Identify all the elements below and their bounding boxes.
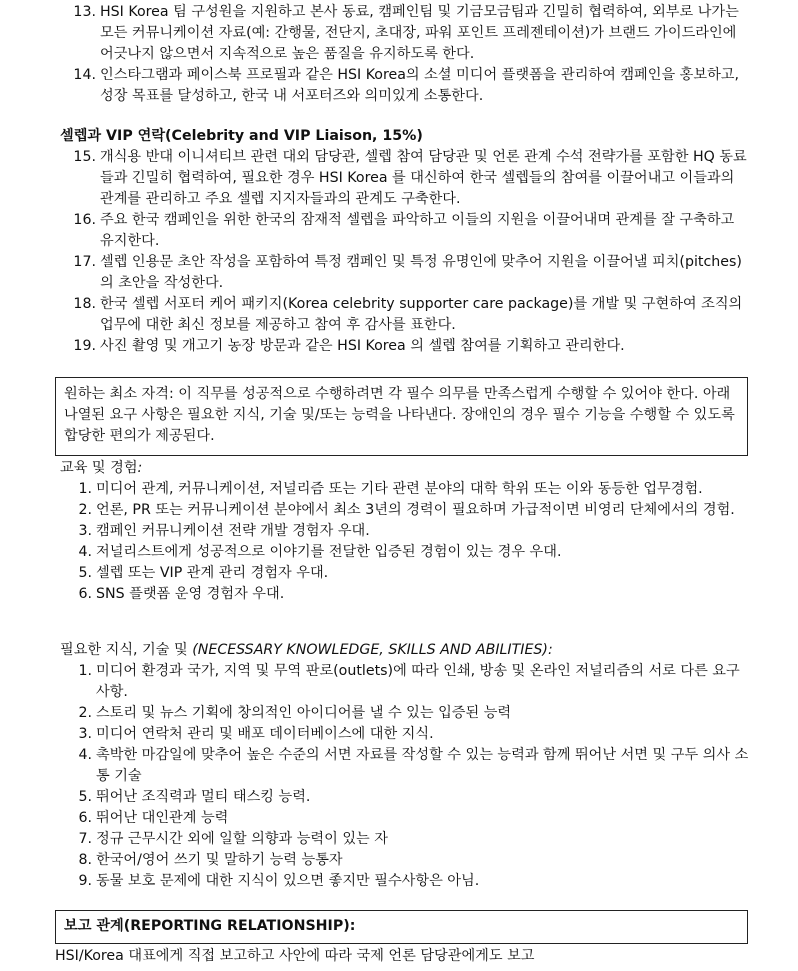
item-number: 2. bbox=[78, 705, 92, 721]
list-item bbox=[66, 521, 752, 542]
item-number: 3. bbox=[78, 726, 92, 742]
knowledge-list bbox=[66, 661, 752, 892]
item-number: 4. bbox=[78, 747, 92, 763]
item-number: 3. bbox=[78, 523, 92, 539]
list-item bbox=[70, 65, 752, 107]
qualifications-box bbox=[55, 377, 748, 456]
item-text: 촉박한 마감일에 맞추어 높은 수준의 서면 자료를 작성할 수 있는 능력과 함께 뛰어난 서면 및 구두 의사 소통 기술 bbox=[96, 747, 749, 784]
celebrity-list bbox=[70, 147, 752, 357]
item-text: 셀렙 또는 VIP 관계 관리 경험자 우대. bbox=[96, 565, 329, 581]
reporting-heading: 보고 관계(REPORTING RELATIONSHIP): bbox=[64, 918, 356, 934]
item-text: 스토리 및 뉴스 기획에 창의적인 아이디어를 낼 수 있는 입증된 능력 bbox=[96, 705, 512, 721]
knowledge-heading-english: (NECESSARY KNOWLEDGE, SKILLS AND ABILITIES): bbox=[192, 642, 553, 658]
item-number: 17. bbox=[73, 254, 96, 270]
item-number: 16. bbox=[73, 212, 96, 228]
list-item bbox=[66, 542, 752, 563]
item-text: 정규 근무시간 외에 일할 의향과 능력이 있는 자 bbox=[96, 831, 388, 847]
list-item bbox=[70, 210, 752, 252]
item-text: 캠페인 커뮤니케이션 전략 개발 경험자 우대. bbox=[96, 523, 370, 539]
item-text: 언론, PR 또는 커뮤니케이션 분야에서 최소 3년의 경력이 필요하며 가급적이면 비영리 단체에서의 경험. bbox=[96, 502, 735, 518]
item-text: 셀렙 인용문 초안 작성을 포함하여 특정 캠페인 및 특정 유명인에 맞추어 지원을 이끌어낼 피치(pitches)의 초안을 작성한다. bbox=[100, 254, 742, 291]
item-text: 미디어 환경과 국가, 지역 및 무역 판로(outlets)에 따라 인쇄, 방송 및 온라인 저널리즘의 서로 다른 요구 사항. bbox=[96, 663, 740, 700]
list-item bbox=[70, 2, 752, 65]
item-number: 7. bbox=[78, 831, 92, 847]
item-number: 6. bbox=[78, 810, 92, 826]
celebrity-section-heading: 셀렙과 VIP 연락(Celebrity and VIP Liaison, 15%) bbox=[60, 128, 423, 144]
item-text: 뛰어난 조직력과 멀티 태스킹 능력. bbox=[96, 789, 311, 805]
education-heading-text: 교육 및 경험 bbox=[60, 460, 138, 476]
item-text: 사진 촬영 및 개고기 농장 방문과 같은 HSI Korea 의 셀렙 참여를 기획하고 관리한다. bbox=[100, 338, 625, 354]
education-list bbox=[66, 479, 752, 605]
list-item bbox=[66, 584, 752, 605]
item-text: HSI Korea 팀 구성원을 지원하고 본사 동료, 캠페인팀 및 기금모금팀과 긴밀히 협력하여, 외부로 나가는 모든 커뮤니케이션 자료(예: 간행물, 전단지, 초대장, 파워 포인트 프레젠테이션)가 브랜드 가이드라인에 어긋나지 않으면서 지속적으로 높은 품질을 유지하도록 한다. bbox=[100, 4, 739, 62]
list-item bbox=[66, 808, 752, 829]
item-number: 19. bbox=[73, 338, 96, 354]
list-item bbox=[66, 829, 752, 850]
item-text: 주요 한국 캠페인을 위한 한국의 잠재적 셀렙을 파악하고 이들의 지원을 이끌어내며 관계를 잘 구축하고 유지한다. bbox=[100, 212, 735, 249]
item-text: 한국어/영어 쓰기 및 말하기 능력 능통자 bbox=[96, 852, 343, 868]
item-text: 인스타그램과 페이스북 프로필과 같은 HSI Korea의 소셜 미디어 플랫폼을 관리하여 캠페인을 홍보하고, 성장 목표를 달성하고, 한국 내 서포터즈와 의미있게 소통한다. bbox=[100, 67, 739, 104]
list-item bbox=[66, 850, 752, 871]
item-text: 미디어 연락처 관리 및 배포 데이터베이스에 대한 지식. bbox=[96, 726, 434, 742]
responsibilities-list-top bbox=[70, 2, 752, 107]
item-number: 4. bbox=[78, 544, 92, 560]
list-item bbox=[66, 500, 752, 521]
knowledge-heading-text: 필요한 지식, 기술 및 bbox=[60, 642, 193, 658]
item-number: 5. bbox=[78, 565, 92, 581]
item-text: 한국 셀렙 서포터 케어 패키지(Korea celebrity supporter care package)를 개발 및 구현하여 조직의 업무에 대한 최신 정보를 제공하고 참여 후 감사를 표한다. bbox=[100, 296, 743, 333]
item-text: 뛰어난 대인관계 능력 bbox=[96, 810, 229, 826]
knowledge-heading bbox=[60, 640, 553, 661]
reporting-heading-box bbox=[55, 910, 748, 944]
item-number: 15. bbox=[73, 149, 96, 165]
list-item bbox=[70, 147, 752, 210]
item-text: 미디어 관계, 커뮤니케이션, 저널리즘 또는 기타 관련 분야의 대학 학위 또는 이와 동등한 업무경험. bbox=[96, 481, 703, 497]
item-number: 1. bbox=[78, 481, 92, 497]
list-item bbox=[66, 745, 752, 787]
list-item bbox=[66, 703, 752, 724]
item-number: 2. bbox=[78, 502, 92, 518]
item-text: SNS 플랫폼 운영 경험자 우대. bbox=[96, 586, 285, 602]
list-item bbox=[66, 871, 752, 892]
item-text: 개식용 반대 이니셔티브 관련 대외 담당관, 셀렙 참여 담당관 및 언론 관계 수석 전략가를 포함한 HQ 동료들과 긴밀히 협력하여, 필요한 경우 HSI Korea 를 대신하여 한국 셀렙들의 참여를 이끌어내고 이들과의 관계를 관리하고 주요 셀렙 지지자들과의 관계도 구축한다. bbox=[100, 149, 747, 207]
list-item bbox=[70, 294, 752, 336]
list-item bbox=[70, 252, 752, 294]
reporting-text: HSI/Korea 대표에게 직접 보고하고 사안에 따라 국제 언론 담당관에게도 보고 bbox=[55, 948, 535, 964]
list-item bbox=[66, 661, 752, 703]
qualifications-text: 원하는 최소 자격: 이 직무를 성공적으로 수행하려면 각 필수 의무를 만족스럽게 수행할 수 있어야 한다. 아래 나열된 요구 사항은 필요한 지식, 기술 및/또는 능력을 나타낸다. 장애인의 경우 필수 기능을 수행할 수 있도록 합당한 편의가 제공된다. bbox=[64, 386, 735, 444]
item-number: 9. bbox=[78, 873, 92, 889]
education-heading-suffix: : bbox=[137, 460, 143, 476]
item-number: 6. bbox=[78, 586, 92, 602]
item-text: 저널리스트에게 성공적으로 이야기를 전달한 입증된 경험이 있는 경우 우대. bbox=[96, 544, 562, 560]
list-item bbox=[66, 787, 752, 808]
list-item bbox=[66, 724, 752, 745]
education-heading bbox=[60, 458, 142, 479]
item-number: 5. bbox=[78, 789, 92, 805]
item-number: 18. bbox=[73, 296, 96, 312]
item-number: 14. bbox=[73, 67, 96, 83]
list-item bbox=[66, 479, 752, 500]
item-number: 1. bbox=[78, 663, 92, 679]
item-number: 8. bbox=[78, 852, 92, 868]
list-item bbox=[66, 563, 752, 584]
item-text: 동물 보호 문제에 대한 지식이 있으면 좋지만 필수사항은 아님. bbox=[96, 873, 480, 889]
list-item bbox=[70, 336, 752, 357]
item-number: 13. bbox=[73, 4, 96, 20]
